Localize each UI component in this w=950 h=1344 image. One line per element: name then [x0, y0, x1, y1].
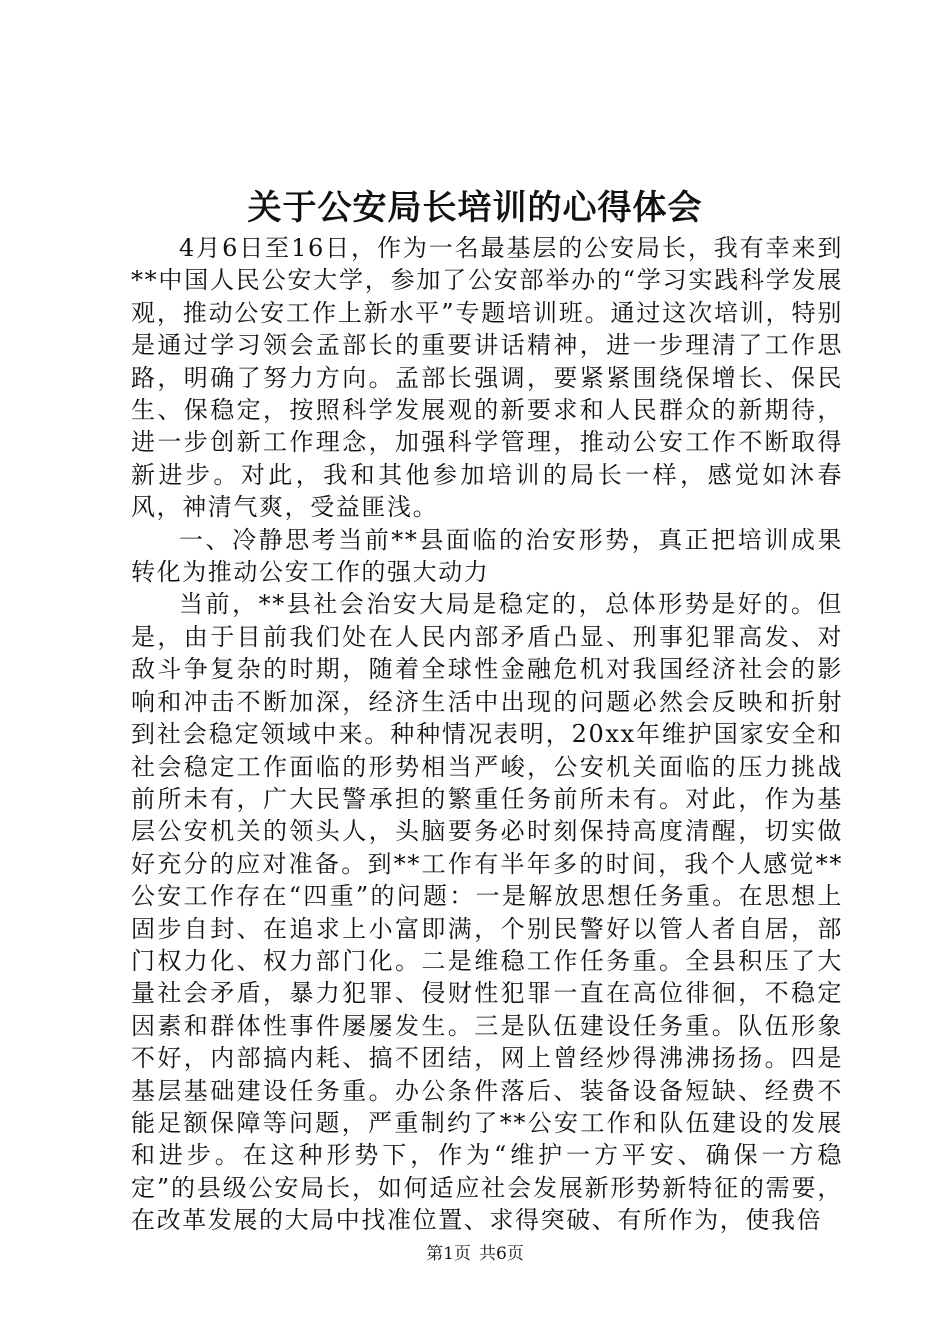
- page-number-current: 第1页: [426, 1244, 471, 1264]
- document-body: [131, 232, 843, 1237]
- paragraph-situation: 当前，**县社会治安大局是稳定的，总体形势是好的。但是，由于目前我们处在人民内部矛盾凸显、刑事犯罪高发、对敌斗争复杂的时期，随着全球性金融危机对我国经济社会的影响和冲击不断加深，经济生活中出现的问题必然会反映和折射到社会稳定领域中来。种种情况表明，20xx年维护国家安全和社会稳定工作面临的形势相当严峻，公安机关面临的压力挑战前所未有，广大民警承担的繁重任务前所未有。对此，作为基层公安机关的领头人，头脑要务必时刻保持高度清醒，切实做好充分的应对准备。到**工作有半年多的时间，我个人感觉**公安工作存在“四重”的问题：一是解放思想任务重。在思想上固步自封、在追求上小富即满，个别民警好以管人者自居，部门权力化、权力部门化。二是维稳工作任务重。全县积压了大量社会矛盾，暴力犯罪、侵财性犯罪一直在高位徘徊，不稳定因素和群体性事件屡屡发生。三是队伍建设任务重。队伍形象不好，内部搞内耗、搞不团结，网上曾经炒得沸沸扬扬。四是基层基础建设任务重。办公条件落后、装备设备短缺、经费不能足额保障等问题，严重制约了**公安工作和队伍建设的发展和进步。在这种形势下，作为“维护一方平安、确保一方稳定”的县级公安局长，如何适应社会发展新形势新特征的需要，在改革发展的大局中找准位置、求得突破、有所作为，使我倍: [131, 590, 843, 1235]
- paragraph-heading-one: 一、冷静思考当前**县面临的治安形势，真正把培训成果转化为推动公安工作的强大动力: [131, 525, 843, 587]
- page-footer: [0, 1242, 950, 1266]
- paragraph-intro: 4月6日至16日，作为一名最基层的公安局长，我有幸来到**中国人民公安大学，参加了公安部举办的“学习实践科学发展观，推动公安工作上新水平”专题培训班。通过这次培训，特别是通过学习领会孟部长的重要讲话精神，进一步理清了工作思路，明确了努力方向。孟部长强调，要紧紧围绕保增长、保民生、保稳定，按照科学发展观的新要求和人民群众的新期待，进一步创新工作理念，加强科学管理，推动公安工作不断取得新进步。对此，我和其他参加培训的局长一样，感觉如沐春风，神清气爽，受益匪浅。: [131, 234, 843, 522]
- document-title: 关于公安局长培训的心得体会: [247, 188, 703, 228]
- page-number-total: 共6页: [479, 1244, 524, 1264]
